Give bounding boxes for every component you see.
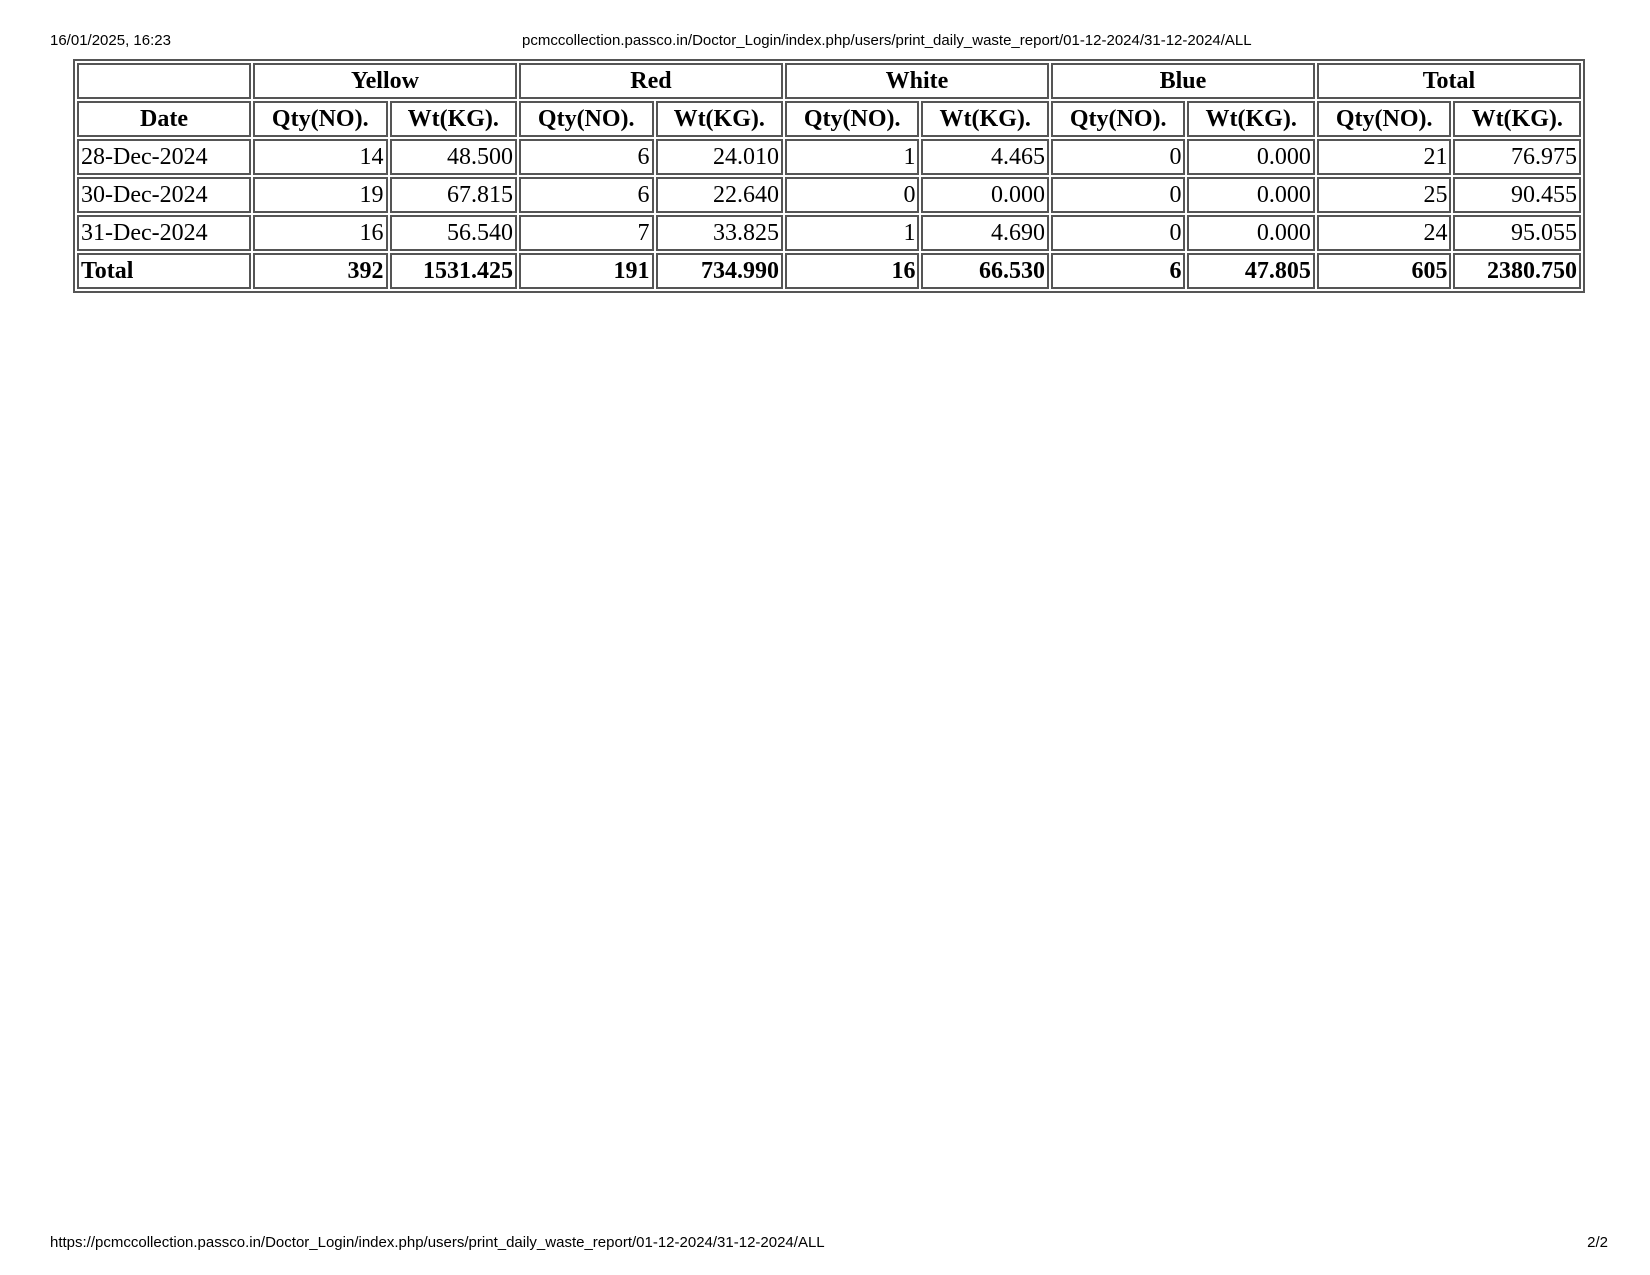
- qty-header: Qty(NO).: [519, 101, 654, 137]
- red-wt-cell: 33.825: [656, 215, 783, 251]
- group-header-total: Total: [1317, 63, 1581, 99]
- qty-header: Qty(NO).: [785, 101, 920, 137]
- red-qty-cell: 6: [519, 139, 654, 175]
- print-datetime: 16/01/2025, 16:23: [50, 32, 171, 49]
- group-header-white: White: [785, 63, 1049, 99]
- blue-wt-cell: 0.000: [1187, 215, 1314, 251]
- qty-header: Qty(NO).: [253, 101, 388, 137]
- column-header-row: [77, 101, 1581, 137]
- blue-wt-cell: 0.000: [1187, 177, 1314, 213]
- blue-qty-cell: 0: [1051, 139, 1186, 175]
- wt-header: Wt(KG).: [1187, 101, 1314, 137]
- total-wt-cell: 90.455: [1453, 177, 1581, 213]
- waste-report-table: [73, 59, 1585, 293]
- white-wt-cell: 4.690: [921, 215, 1048, 251]
- group-header-red: Red: [519, 63, 783, 99]
- wt-header: Wt(KG).: [390, 101, 517, 137]
- white-qty-cell: 0: [785, 177, 920, 213]
- group-header-yellow: Yellow: [253, 63, 517, 99]
- print-header: [0, 30, 1650, 54]
- blue-wt-total-cell: 47.805: [1187, 253, 1314, 289]
- wt-header: Wt(KG).: [921, 101, 1048, 137]
- white-qty-cell: 1: [785, 215, 920, 251]
- yellow-wt-cell: 67.815: [390, 177, 517, 213]
- total-qty-cell: 21: [1317, 139, 1452, 175]
- table-row: [77, 139, 1581, 175]
- print-footer-url: https://pcmccollection.passco.in/Doctor_Login/index.php/users/print_daily_waste_report/01-12-2024/31-12-2024/ALL: [50, 1234, 825, 1251]
- blue-qty-cell: 0: [1051, 177, 1186, 213]
- total-row: [77, 253, 1581, 289]
- yellow-wt-cell: 56.540: [390, 215, 517, 251]
- group-header-row: [77, 63, 1581, 99]
- wt-header: Wt(KG).: [1453, 101, 1581, 137]
- print-footer: [0, 1232, 1650, 1256]
- total-wt-cell: 95.055: [1453, 215, 1581, 251]
- qty-header: Qty(NO).: [1317, 101, 1452, 137]
- date-cell: 30-Dec-2024: [77, 177, 251, 213]
- total-qty-cell: 24: [1317, 215, 1452, 251]
- yellow-wt-total-cell: 1531.425: [390, 253, 517, 289]
- date-cell: 28-Dec-2024: [77, 139, 251, 175]
- white-wt-total-cell: 66.530: [921, 253, 1048, 289]
- table-row: [77, 177, 1581, 213]
- blue-qty-total-cell: 6: [1051, 253, 1186, 289]
- wt-header: Wt(KG).: [656, 101, 783, 137]
- date-cell: 31-Dec-2024: [77, 215, 251, 251]
- yellow-wt-cell: 48.500: [390, 139, 517, 175]
- yellow-qty-cell: 16: [253, 215, 388, 251]
- red-wt-total-cell: 734.990: [656, 253, 783, 289]
- blue-wt-cell: 0.000: [1187, 139, 1314, 175]
- red-qty-total-cell: 191: [519, 253, 654, 289]
- total-wt-cell: 76.975: [1453, 139, 1581, 175]
- total-qty-cell: 25: [1317, 177, 1452, 213]
- red-qty-cell: 6: [519, 177, 654, 213]
- grand-wt-total-cell: 2380.750: [1453, 253, 1581, 289]
- yellow-qty-cell: 19: [253, 177, 388, 213]
- grand-qty-total-cell: 605: [1317, 253, 1452, 289]
- blue-qty-cell: 0: [1051, 215, 1186, 251]
- red-wt-cell: 24.010: [656, 139, 783, 175]
- page-number: 2/2: [1587, 1234, 1608, 1251]
- print-header-url: pcmccollection.passco.in/Doctor_Login/index.php/users/print_daily_waste_report/01-12-2024/31-12-2024/ALL: [522, 32, 1252, 49]
- red-qty-cell: 7: [519, 215, 654, 251]
- white-qty-cell: 1: [785, 139, 920, 175]
- white-qty-total-cell: 16: [785, 253, 920, 289]
- white-wt-cell: 4.465: [921, 139, 1048, 175]
- date-header: Date: [77, 101, 251, 137]
- table-row: [77, 215, 1581, 251]
- group-header-blue: Blue: [1051, 63, 1315, 99]
- empty-header-cell: [77, 63, 251, 99]
- red-wt-cell: 22.640: [656, 177, 783, 213]
- total-label-cell: Total: [77, 253, 251, 289]
- yellow-qty-cell: 14: [253, 139, 388, 175]
- qty-header: Qty(NO).: [1051, 101, 1186, 137]
- white-wt-cell: 0.000: [921, 177, 1048, 213]
- yellow-qty-total-cell: 392: [253, 253, 388, 289]
